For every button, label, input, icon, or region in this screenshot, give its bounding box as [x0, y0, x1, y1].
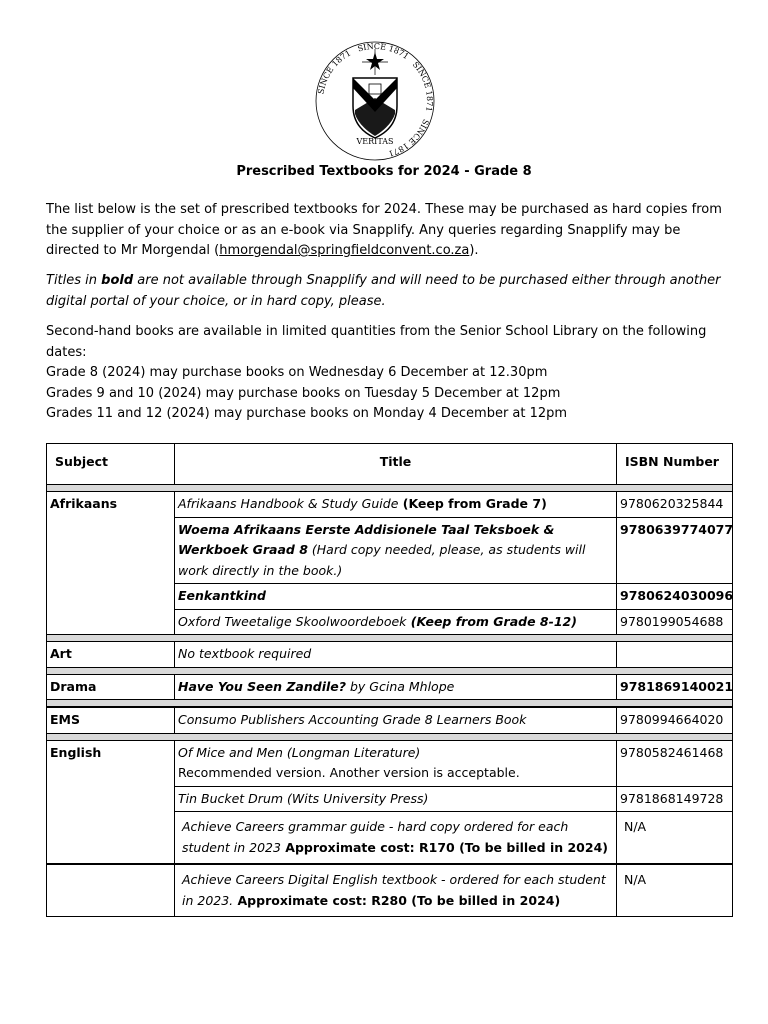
table-header-row	[47, 444, 733, 485]
note-text-rest: are not available through Snapplify and will need to be purchased either through another digital portal of your choice, or in hard copy, please.	[46, 273, 721, 309]
book-title: Eenkantkind	[178, 588, 266, 603]
school-crest	[311, 40, 439, 162]
isbn-cell: N/A	[617, 864, 733, 917]
table-row	[47, 674, 733, 700]
table-row	[47, 642, 733, 668]
intro-paragraph	[46, 200, 736, 262]
table-row	[47, 707, 733, 733]
email-link[interactable]: hmorgendal@springfieldconvent.co.za	[219, 243, 470, 258]
table-row	[47, 740, 733, 786]
secondhand-line: Grade 8 (2024) may purchase books on Wednesday 6 December at 12.30pm	[46, 365, 548, 380]
separator-row	[47, 667, 733, 674]
header-isbn: ISBN Number	[617, 444, 733, 485]
isbn-cell: N/A	[617, 812, 733, 865]
book-title: Woema Afrikaans Eerste Addisionele Taal Teksboek & Werkboek Graad 8	[178, 521, 555, 557]
book-title: Achieve Careers Digital English textbook - ordered for each student in 2023.	[182, 872, 606, 908]
book-cost: Approximate cost: R280 (To be billed in 2024)	[233, 892, 561, 908]
isbn-cell: 9781869140021	[617, 674, 733, 700]
book-note: (Hard copy needed, please, as students will work directly in the book.)	[178, 542, 586, 578]
separator-row	[47, 635, 733, 642]
title-cell	[175, 812, 617, 865]
note-text: Titles in	[46, 273, 102, 288]
table-row	[47, 492, 733, 518]
title-cell: Tin Bucket Drum (Wits University Press)	[175, 786, 617, 812]
header-title: Title	[175, 444, 617, 485]
isbn-cell: 9780582461468	[617, 740, 733, 786]
isbn-cell: 9781868149728	[617, 786, 733, 812]
book-title: Afrikaans Handbook & Study Guide	[178, 496, 399, 511]
subject-cell: Afrikaans	[47, 492, 175, 635]
header-subject: Subject	[47, 444, 175, 485]
isbn-cell	[617, 642, 733, 668]
title-cell	[175, 674, 617, 700]
secondhand-paragraph	[46, 322, 736, 425]
book-title: Achieve Careers grammar guide - hard copy ordered for each student in 2023	[182, 819, 569, 855]
title-cell	[175, 740, 617, 786]
secondhand-intro: Second-hand books are available in limited quantities from the Senior School Library on the following dates:	[46, 324, 707, 360]
isbn-cell: 9780994664020	[617, 707, 733, 733]
separator-row	[47, 700, 733, 708]
isbn-cell: 9780639774077	[617, 517, 733, 584]
title-cell: No textbook required	[175, 642, 617, 668]
book-title: Oxford Tweetalige Skoolwoordeboek	[178, 613, 407, 629]
title-cell	[175, 609, 617, 635]
title-cell	[175, 864, 617, 917]
intro-text: The list below is the set of prescribed textbooks for 2024. These may be purchased as hard copies from the supplier of your choice or as an e-book via Snapplify. Any queries regarding Snapplify may be directed to Mr Morgendal (	[46, 202, 722, 258]
separator-row	[47, 733, 733, 740]
book-title: Have You Seen Zandile?	[178, 678, 347, 694]
note-bold-word: bold	[101, 273, 134, 288]
book-note: (Keep from Grade 7)	[398, 496, 547, 511]
book-author: by Gcina Mhlope	[346, 678, 455, 694]
book-note: Recommended version. Another version is acceptable.	[178, 765, 520, 780]
isbn-cell: 9780620325844	[617, 492, 733, 518]
book-note: (Keep from Grade 8-12)	[406, 613, 577, 629]
subject-cell: English	[47, 740, 175, 864]
isbn-cell: 9780199054688	[617, 609, 733, 635]
separator-row	[47, 485, 733, 492]
note-paragraph	[46, 271, 736, 312]
crest-ring-text: SINCE 1871 SINCE 1871 SINCE 1871 SINCE 1871	[316, 41, 435, 159]
intro-text-end: ).	[469, 243, 479, 258]
secondhand-line: Grades 11 and 12 (2024) may purchase books on Monday 4 December at 12pm	[46, 406, 568, 421]
shield-icon	[353, 78, 397, 138]
subject-cell: Art	[47, 642, 175, 668]
subject-cell	[47, 864, 175, 917]
title-cell: Consumo Publishers Accounting Grade 8 Learners Book	[175, 707, 617, 733]
book-title: Of Mice and Men (Longman Literature)	[178, 744, 421, 760]
star-icon	[362, 49, 388, 75]
subject-cell: Drama	[47, 674, 175, 700]
book-cost: Approximate cost: R170 (To be billed in 2024)	[280, 839, 608, 855]
page-title: Prescribed Textbooks for 2024 - Grade 8	[236, 164, 532, 179]
title-cell	[175, 584, 617, 610]
textbook-table	[46, 443, 733, 917]
subject-cell: EMS	[47, 707, 175, 733]
table-row	[47, 864, 733, 917]
crest-motto: VERITAS	[356, 137, 394, 146]
isbn-cell: 9780624030096	[617, 584, 733, 610]
title-cell	[175, 492, 617, 518]
title-cell	[175, 517, 617, 584]
secondhand-line: Grades 9 and 10 (2024) may purchase books on Tuesday 5 December at 12pm	[46, 385, 561, 401]
